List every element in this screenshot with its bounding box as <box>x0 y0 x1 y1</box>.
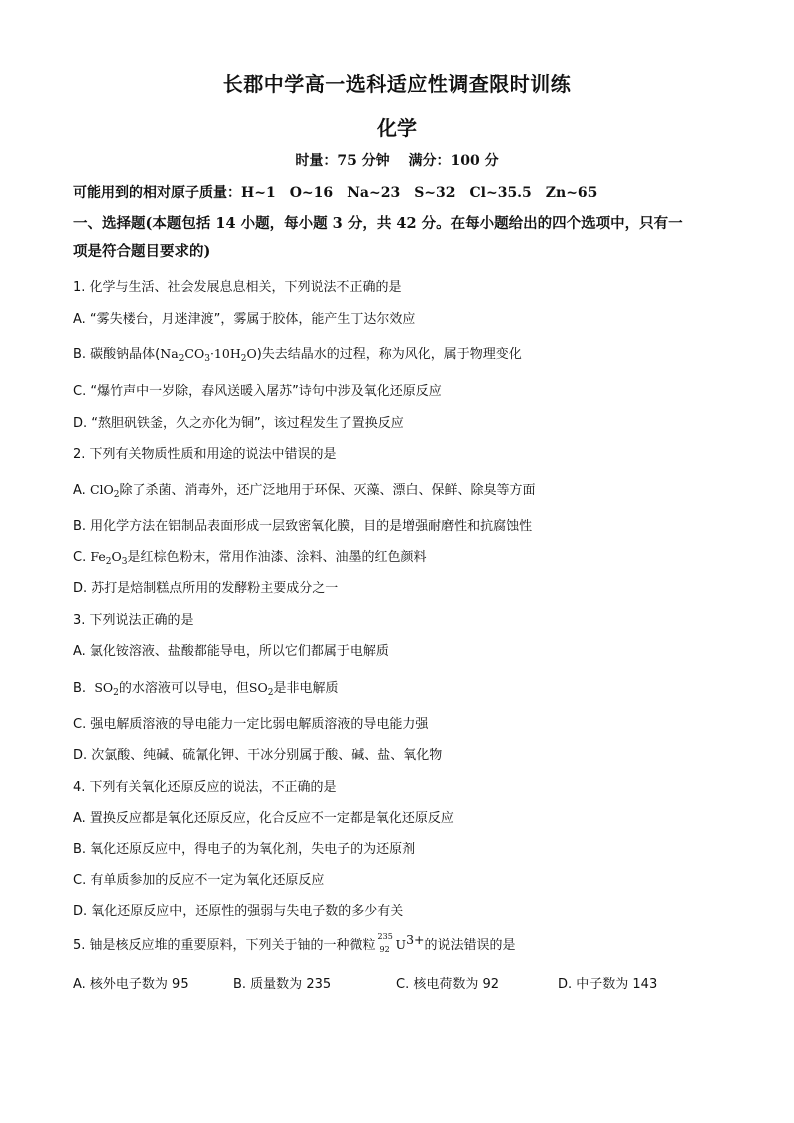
question-4-stem: 4. 下列有关氧化还原反应的说法，不正确的是 <box>73 780 337 795</box>
question-2-option-b: B. 用化学方法在铝制品表面形成一层致密氧化膜，目的是增强耐磨性和抗腐蚀性 <box>73 519 533 534</box>
formula-sulfur-dioxide-2: $SO_2$ <box>248 680 274 698</box>
question-4-option-d: D. 氧化还原反应中，还原性的强弱与失电子数的多少有关 <box>73 904 404 919</box>
question-5-options <box>73 973 723 993</box>
question-5-option-a: A. 核外电子数为 95 <box>73 977 189 992</box>
formula-sulfur-dioxide: $SO_2$ <box>94 680 119 698</box>
section-heading-line2: 项是符合题目要求的) <box>73 243 211 260</box>
question-1-option-a: A. “雾失楼台，月迷津渡”，雾属于胶体，能产生丁达尔效应 <box>73 312 416 327</box>
time-and-score: 时量：75 分钟 满分：100 分 <box>295 153 499 169</box>
question-2-option-d: D. 苏打是焙制糕点所用的发酵粉主要成分之一 <box>73 581 339 596</box>
question-3-stem: 3. 下列说法正确的是 <box>73 613 194 628</box>
formula-sodium-carbonate: $Na_2CO_3\cdot 10H_2O$ <box>160 346 257 364</box>
atomic-masses: 可能用到的相对原子质量：H~1 O~16 Na~23 S~32 Cl~35.5 Zn~65 <box>73 185 598 201</box>
question-5-option-d: D. 中子数为 143 <box>558 977 658 992</box>
subject-title: 化学 <box>377 116 417 140</box>
uranium-nuclide: 235 92 <box>377 932 393 954</box>
question-1-option-c: C. “爆竹声中一岁除，春风送暖入屠苏”诗句中涉及氧化还原反应 <box>73 384 442 399</box>
section-heading-line1: 一、选择题(本题包括 14 小题，每小题 3 分，共 42 分。在每小题给出的四个选项中，只有一 <box>73 215 683 232</box>
section-heading <box>73 210 723 266</box>
question-4-option-a: A. 置换反应都是氧化还原反应，化合反应不一定都是氧化还原反应 <box>73 811 454 826</box>
question-3-option-a: A. 氯化铵溶液、盐酸都能导电，所以它们都属于电解质 <box>73 644 389 659</box>
question-5-option-c: C. 核电荷数为 92 <box>396 977 500 992</box>
question-4-option-c: C. 有单质参加的反应不一定为氧化还原反应 <box>73 873 325 888</box>
question-5-option-b: B. 质量数为 235 <box>233 977 332 992</box>
question-2-option-c: C. $Fe_2O_3$是红棕色粉末，常用作油漆、涂料、油墨的红色颜料 <box>73 549 427 567</box>
question-3-option-d: D. 次氯酸、纯碱、硫氰化钾、干冰分别属于酸、碱、盐、氧化物 <box>73 748 443 763</box>
question-4-option-b: B. 氧化还原反应中，得电子的为氧化剂，失电子的为还原剂 <box>73 842 416 857</box>
formula-chlorine-dioxide: ClO$_2$ <box>89 482 120 500</box>
question-3-option-c: C. 强电解质溶液的导电能力一定比弱电解质溶液的导电能力强 <box>73 717 429 732</box>
question-3-option-b: B. $SO_2$的水溶液可以导电，但$SO_2$是非电解质 <box>73 680 339 698</box>
exam-title: 长郡中学高一选科适应性调查限时训练 <box>222 72 572 96</box>
formula-iron-oxide: $Fe_2O_3$ <box>90 549 128 567</box>
question-5-stem: 5. 铀是核反应堆的重要原料，下列关于铀的一种微粒 235 92 $U^{3+}$的说法错误的是 <box>73 932 516 954</box>
question-1-stem: 1. 化学与生活、社会发展息息相关，下列说法不正确的是 <box>73 280 402 295</box>
question-2-option-a: A. ClO$_2$除了杀菌、消毒外，还广泛地用于环保、灭藻、漂白、保鲜、除臭等方面 <box>73 482 536 500</box>
question-1-option-d: D. “熬胆矾铁釜，久之亦化为铜”，该过程发生了置换反应 <box>73 416 404 431</box>
question-2-stem: 2. 下列有关物质性质和用途的说法中错误的是 <box>73 447 337 462</box>
question-1-option-b: B. 碳酸钠晶体$(Na_2CO_3\cdot 10H_2O)$失去结晶水的过程，称为风化，属于物理变化 <box>73 346 522 364</box>
